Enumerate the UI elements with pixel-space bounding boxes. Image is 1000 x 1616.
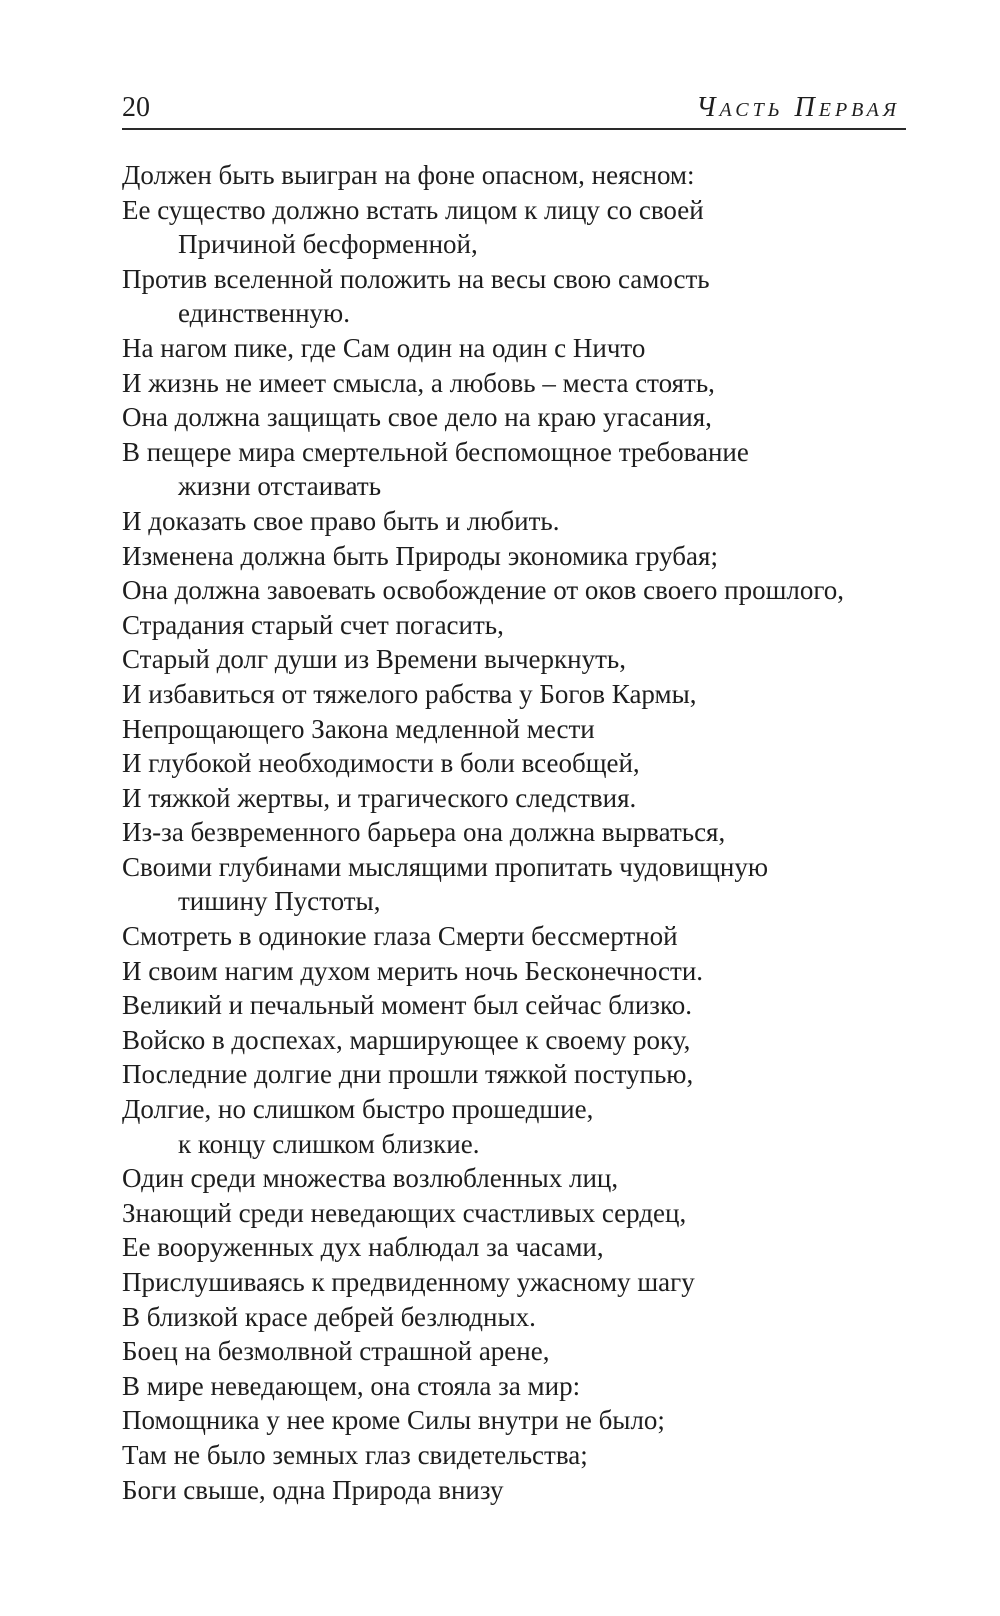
poem-line-continuation: жизни отстаивать [178,471,382,502]
poem-line: Войско в доспехах, марширующее к своему року, [122,1024,691,1055]
poem-line: Должен быть выигран на фоне опасном, неясном: [122,160,695,190]
poem-line: И жизнь не имеет смысла, а любовь – места стоять, [122,367,715,398]
poem-line: И глубокой необходимости в боли всеобщей, [122,748,640,779]
poem-line: Смотреть в одинокие глаза Смерти бессмертной [122,921,678,952]
poem-line: Из-за безвременного барьера она должна вырваться, [122,817,726,848]
poem-line: Последние долгие дни прошли тяжкой поступью, [122,1059,694,1090]
poem-line: В близкой красе дебрей безлюдных. [122,1301,536,1332]
poem-line: Она должна завоевать освобождение от оков своего прошлого, [122,575,845,606]
page-header [122,88,906,130]
poem-line: И своим нагим духом мерить ночь Бесконечности. [122,955,704,986]
poem-line: И доказать свое право быть и любить. [122,505,560,536]
poem-line: Прислушиваясь к предвиденному ужасному шагу [122,1267,695,1297]
poem-text [122,158,962,1507]
poem-line-continuation: Причиной бесформенной, [178,229,478,260]
poem-line: Страдания старый счет погасить, [122,609,504,640]
poem-line: Ее существо должно встать лицом к лицу со своей [122,194,704,225]
poem-line: Против вселенной положить на весы свою самость [122,263,710,294]
poem-line: Ее вооруженных дух наблюдал за часами, [122,1232,604,1263]
running-title: Часть Первая [696,92,900,123]
poem-line: Изменена должна быть Природы экономика грубая; [122,540,718,571]
header-rule [122,128,906,130]
poem-line: И избавиться от тяжелого рабства у Богов Кармы, [122,678,697,709]
poem-line: В мире неведающем, она стояла за мир: [122,1370,581,1401]
poem-line: И тяжкой жертвы, и трагического следствия. [122,782,637,813]
poem-line: Знающий среди неведающих счастливых сердец, [122,1197,687,1228]
poem-line: Боги свыше, одна Природа внизу [122,1474,504,1505]
poem-line: Там не было земных глаз свидетельства; [122,1439,588,1470]
poem-line: Долгие, но слишком быстро прошедшие, [122,1094,594,1125]
poem-line-continuation: единственную. [178,298,350,329]
poem-line: Своими глубинами мыслящими пропитать чудовищную [122,851,769,882]
poem-line: Великий и печальный момент был сейчас близко. [122,990,692,1021]
poem-line: Старый долг души из Времени вычеркнуть, [122,644,626,675]
poem-line: Она должна защищать свое дело на краю угасания, [122,402,712,433]
poem-line: Один среди множества возлюбленных лиц, [122,1163,619,1194]
page-number: 20 [122,92,150,123]
poem-line: На нагом пике, где Сам один на один с Ничто [122,332,646,363]
poem-line: В пещере мира смертельной беспомощное требование [122,436,749,467]
poem-line: Непрощающего Закона медленной мести [122,713,595,744]
poem-line: Боец на безмолвной страшной арене, [122,1336,550,1367]
poem-line-continuation: тишину Пустоты, [178,886,381,917]
poem-line-continuation: к концу слишком близкие. [178,1128,480,1159]
poem-line: Помощника у нее кроме Силы внутри не было; [122,1405,665,1436]
